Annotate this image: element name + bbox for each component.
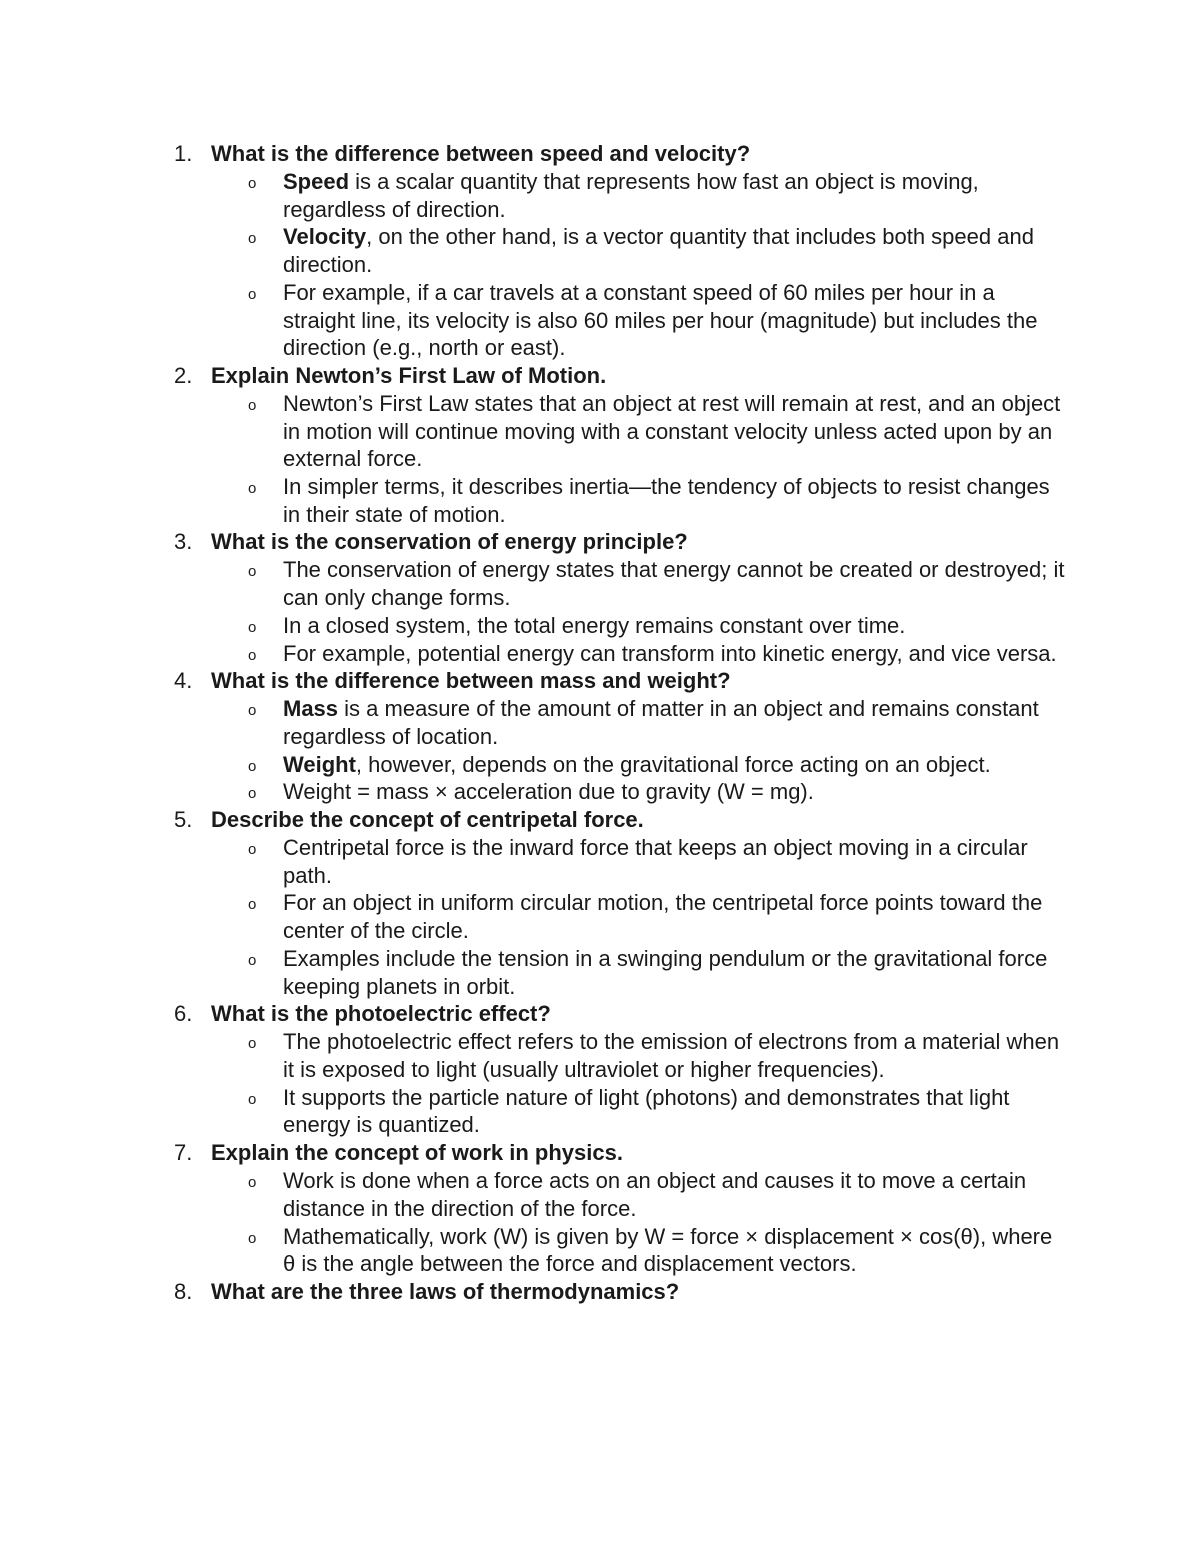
question-title: What are the three laws of thermodynamics?: [211, 1278, 680, 1304]
question-title: What is the difference between speed and velocity?: [211, 141, 751, 166]
question-heading: [0, 140, 1200, 168]
bullet-text: Newton’s First Law states that an object at rest will remain at rest, and an object in motion will continue moving with a constant velocity unless acted upon by an external force.: [283, 390, 1061, 472]
bullet-text: The photoelectric effect refers to the emission of electrons from a material when it is exposed to light (usually ultraviolet or higher frequencies).: [283, 1029, 1060, 1082]
document-body: [0, 140, 1200, 1306]
bullet-marker-icon: o: [248, 841, 257, 859]
bullet-term: Mass: [283, 696, 339, 722]
bullet-marker-icon: o: [248, 896, 257, 914]
question-number: 8.: [174, 1278, 193, 1304]
bullet-marker-icon: o: [248, 757, 257, 775]
bullet-term: Speed: [283, 169, 350, 194]
question-title: What is the photoelectric effect?: [211, 1001, 551, 1027]
question-item: [0, 140, 1200, 362]
bullet-term: Weight: [283, 751, 356, 777]
answer-bullet: [0, 1084, 1200, 1139]
answer-bullet: [0, 778, 1200, 806]
bullet-term: Velocity: [283, 224, 367, 250]
question-number: 5.: [174, 807, 193, 833]
question-title: Describe the concept of centripetal force.: [211, 807, 644, 833]
bullet-text: Weight = mass × acceleration due to gravity (W = mg).: [283, 779, 814, 805]
question-number: 1.: [174, 141, 193, 166]
bullet-text: In a closed system, the total energy remains constant over time.: [283, 612, 906, 638]
bullet-marker-icon: o: [248, 1229, 257, 1247]
question-item: [0, 667, 1200, 806]
bullet-marker-icon: o: [248, 175, 257, 192]
bullet-text: Examples include the tension in a swinging pendulum or the gravitational force keeping planets in orbit.: [283, 945, 1048, 999]
bullet-text: For example, potential energy can transform into kinetic energy, and vice versa.: [283, 640, 1057, 666]
answer-bullet: [0, 223, 1200, 278]
question-title: What is the difference between mass and weight?: [211, 668, 731, 694]
question-number: 2.: [174, 362, 193, 388]
question-item: [0, 362, 1200, 529]
answer-bullet: [0, 612, 1200, 640]
bullet-marker-icon: o: [248, 1090, 257, 1108]
question-number: 7.: [174, 1140, 193, 1166]
bullet-text: , however, depends on the gravitational force acting on an object.: [355, 751, 991, 777]
bullet-marker-icon: o: [248, 1174, 257, 1192]
bullet-marker-icon: o: [248, 563, 257, 581]
bullet-text: The conservation of energy states that energy cannot be created or destroyed; it can only change forms.: [283, 557, 1065, 611]
answer-bullet: [0, 1028, 1200, 1083]
question-number: 6.: [174, 1001, 193, 1027]
question-heading: [0, 528, 1200, 556]
answer-bullet: [0, 473, 1200, 528]
bullet-marker-icon: o: [248, 951, 257, 969]
answer-bullet: [0, 168, 1200, 223]
bullet-text: is a measure of the amount of matter in an object and remains constant regardless of location.: [283, 696, 1039, 749]
answer-bullet: [0, 834, 1200, 889]
bullet-marker-icon: o: [248, 480, 257, 498]
question-title: Explain the concept of work in physics.: [211, 1140, 623, 1166]
bullet-marker-icon: o: [248, 396, 257, 414]
question-item: [0, 806, 1200, 1000]
question-heading: [0, 1000, 1200, 1028]
answer-bullet: [0, 945, 1200, 1000]
bullet-marker-icon: o: [248, 285, 257, 303]
bullet-marker-icon: o: [248, 1035, 257, 1053]
bullet-text: Centripetal force is the inward force that keeps an object moving in a circular path.: [283, 835, 1028, 888]
bullet-text: is a scalar quantity that represents how fast an object is moving, regardless of direction.: [283, 169, 979, 222]
bullet-marker-icon: o: [248, 618, 257, 636]
answer-bullet: [0, 556, 1200, 611]
bullet-text: It supports the particle nature of light (photons) and demonstrates that light energy is quantized.: [283, 1084, 1010, 1138]
question-title: What is the conservation of energy principle?: [211, 529, 688, 555]
question-heading: [0, 1139, 1200, 1167]
bullet-marker-icon: o: [248, 702, 257, 720]
answer-bullet: [0, 1167, 1200, 1222]
bullet-text: In simpler terms, it describes inertia—the tendency of objects to resist changes in their state of motion.: [283, 474, 1050, 527]
bullet-text: For an object in uniform circular motion, the centripetal force points toward the center of the circle.: [283, 890, 1043, 944]
bullet-text: Work is done when a force acts on an object and causes it to move a certain distance in the direction of the force.: [283, 1168, 1027, 1221]
answer-bullet: [0, 889, 1200, 944]
bullet-text: For example, if a car travels at a constant speed of 60 miles per hour in a straight line, its velocity is also 60 miles per hour (magnitude) but includes the direction (e.g., north or east).: [283, 279, 1038, 361]
question-number: 3.: [174, 529, 193, 555]
bullet-text: , on the other hand, is a vector quantity that includes both speed and direction.: [283, 224, 1034, 278]
answer-bullet: [0, 640, 1200, 668]
question-item: [0, 528, 1200, 667]
bullet-marker-icon: o: [248, 785, 257, 803]
bullet-text: Mathematically, work (W) is given by W = force × displacement × cos(θ), where θ is the angle between the force and displacement vectors.: [283, 1223, 1053, 1277]
question-heading: [0, 362, 1200, 390]
answer-bullet: [0, 751, 1200, 779]
bullet-marker-icon: o: [248, 646, 257, 664]
question-heading: [0, 806, 1200, 834]
answer-bullet: [0, 390, 1200, 473]
answer-bullet: [0, 1223, 1200, 1278]
question-heading: [0, 667, 1200, 695]
question-title: Explain Newton’s First Law of Motion.: [211, 362, 607, 388]
question-number: 4.: [174, 668, 193, 694]
answer-bullet: [0, 279, 1200, 362]
answer-bullet: [0, 695, 1200, 750]
question-item: [0, 1000, 1200, 1139]
question-heading: [0, 1278, 1200, 1306]
bullet-marker-icon: o: [248, 230, 257, 248]
question-item: [0, 1139, 1200, 1278]
question-item: [0, 1278, 1200, 1306]
